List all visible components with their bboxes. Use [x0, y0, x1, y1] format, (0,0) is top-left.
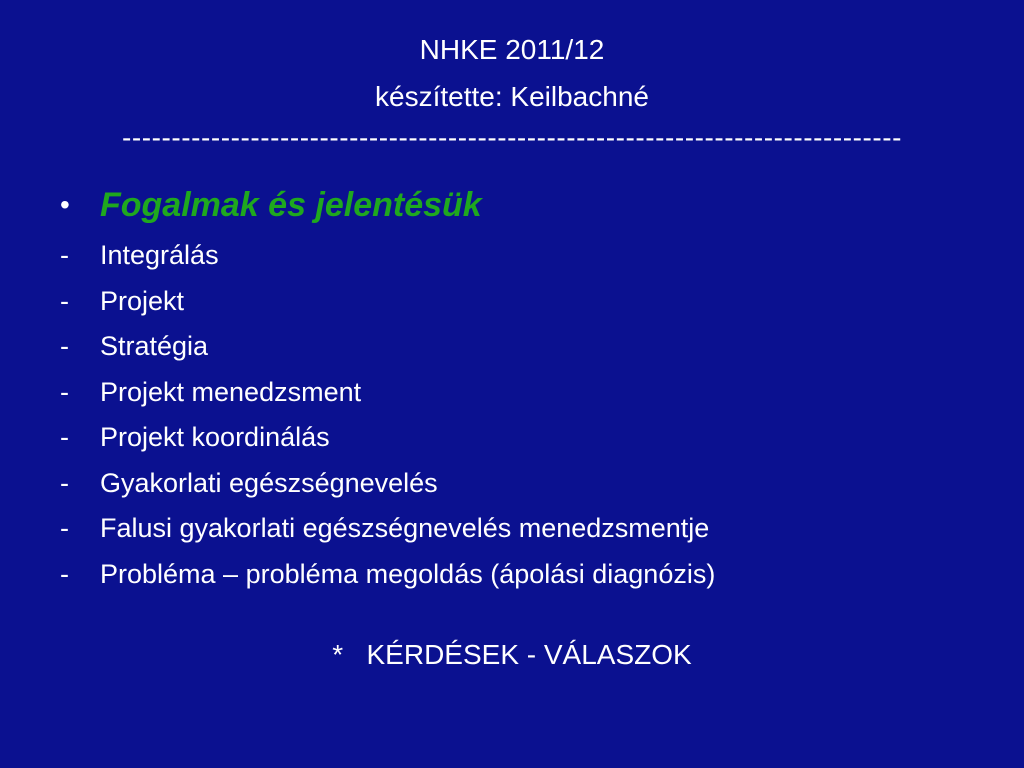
- list-item-text: Stratégia: [100, 331, 209, 362]
- list-item-text: Projekt koordinálás: [100, 422, 330, 453]
- dash-marker: -: [60, 331, 69, 362]
- list-item-text: Gyakorlati egészségnevelés: [100, 467, 438, 498]
- list-item: [60, 415, 715, 461]
- list-item-text: Falusi gyakorlati egészségnevelés menedzsmentje: [100, 513, 710, 544]
- list-item-text: Probléma – probléma megoldás (ápolási diagnózis): [100, 558, 716, 589]
- list-item: [60, 552, 715, 598]
- dash-marker: -: [60, 285, 69, 316]
- dash-marker: -: [60, 467, 69, 498]
- concept-list: [60, 233, 715, 597]
- section-heading: [60, 184, 482, 226]
- list-item-text: Projekt: [100, 285, 185, 316]
- slide-title: NHKE 2011/12: [419, 34, 605, 65]
- list-item-text: Integrálás: [100, 240, 219, 271]
- list-item: [60, 461, 715, 507]
- dash-marker: -: [60, 422, 69, 453]
- list-item: [60, 324, 715, 370]
- dash-marker: -: [60, 376, 69, 407]
- dash-marker: -: [60, 513, 69, 544]
- list-item: [60, 506, 715, 552]
- list-item: [60, 279, 715, 325]
- list-item-text: Projekt menedzsment: [100, 376, 362, 407]
- slide-subtitle: készítette: Keilbachné: [375, 81, 649, 112]
- dash-marker: -: [60, 558, 69, 589]
- list-item: [60, 233, 715, 279]
- questions-answers-footer: * KÉRDÉSEK - VÁLASZOK: [332, 639, 692, 670]
- list-item: [60, 370, 715, 416]
- separator-line: -------------------------------------------------------------------------------: [121, 122, 903, 153]
- section-heading-text: Fogalmak és jelentésük: [100, 185, 482, 224]
- dash-marker: -: [60, 240, 69, 271]
- bullet-icon: •: [60, 189, 70, 220]
